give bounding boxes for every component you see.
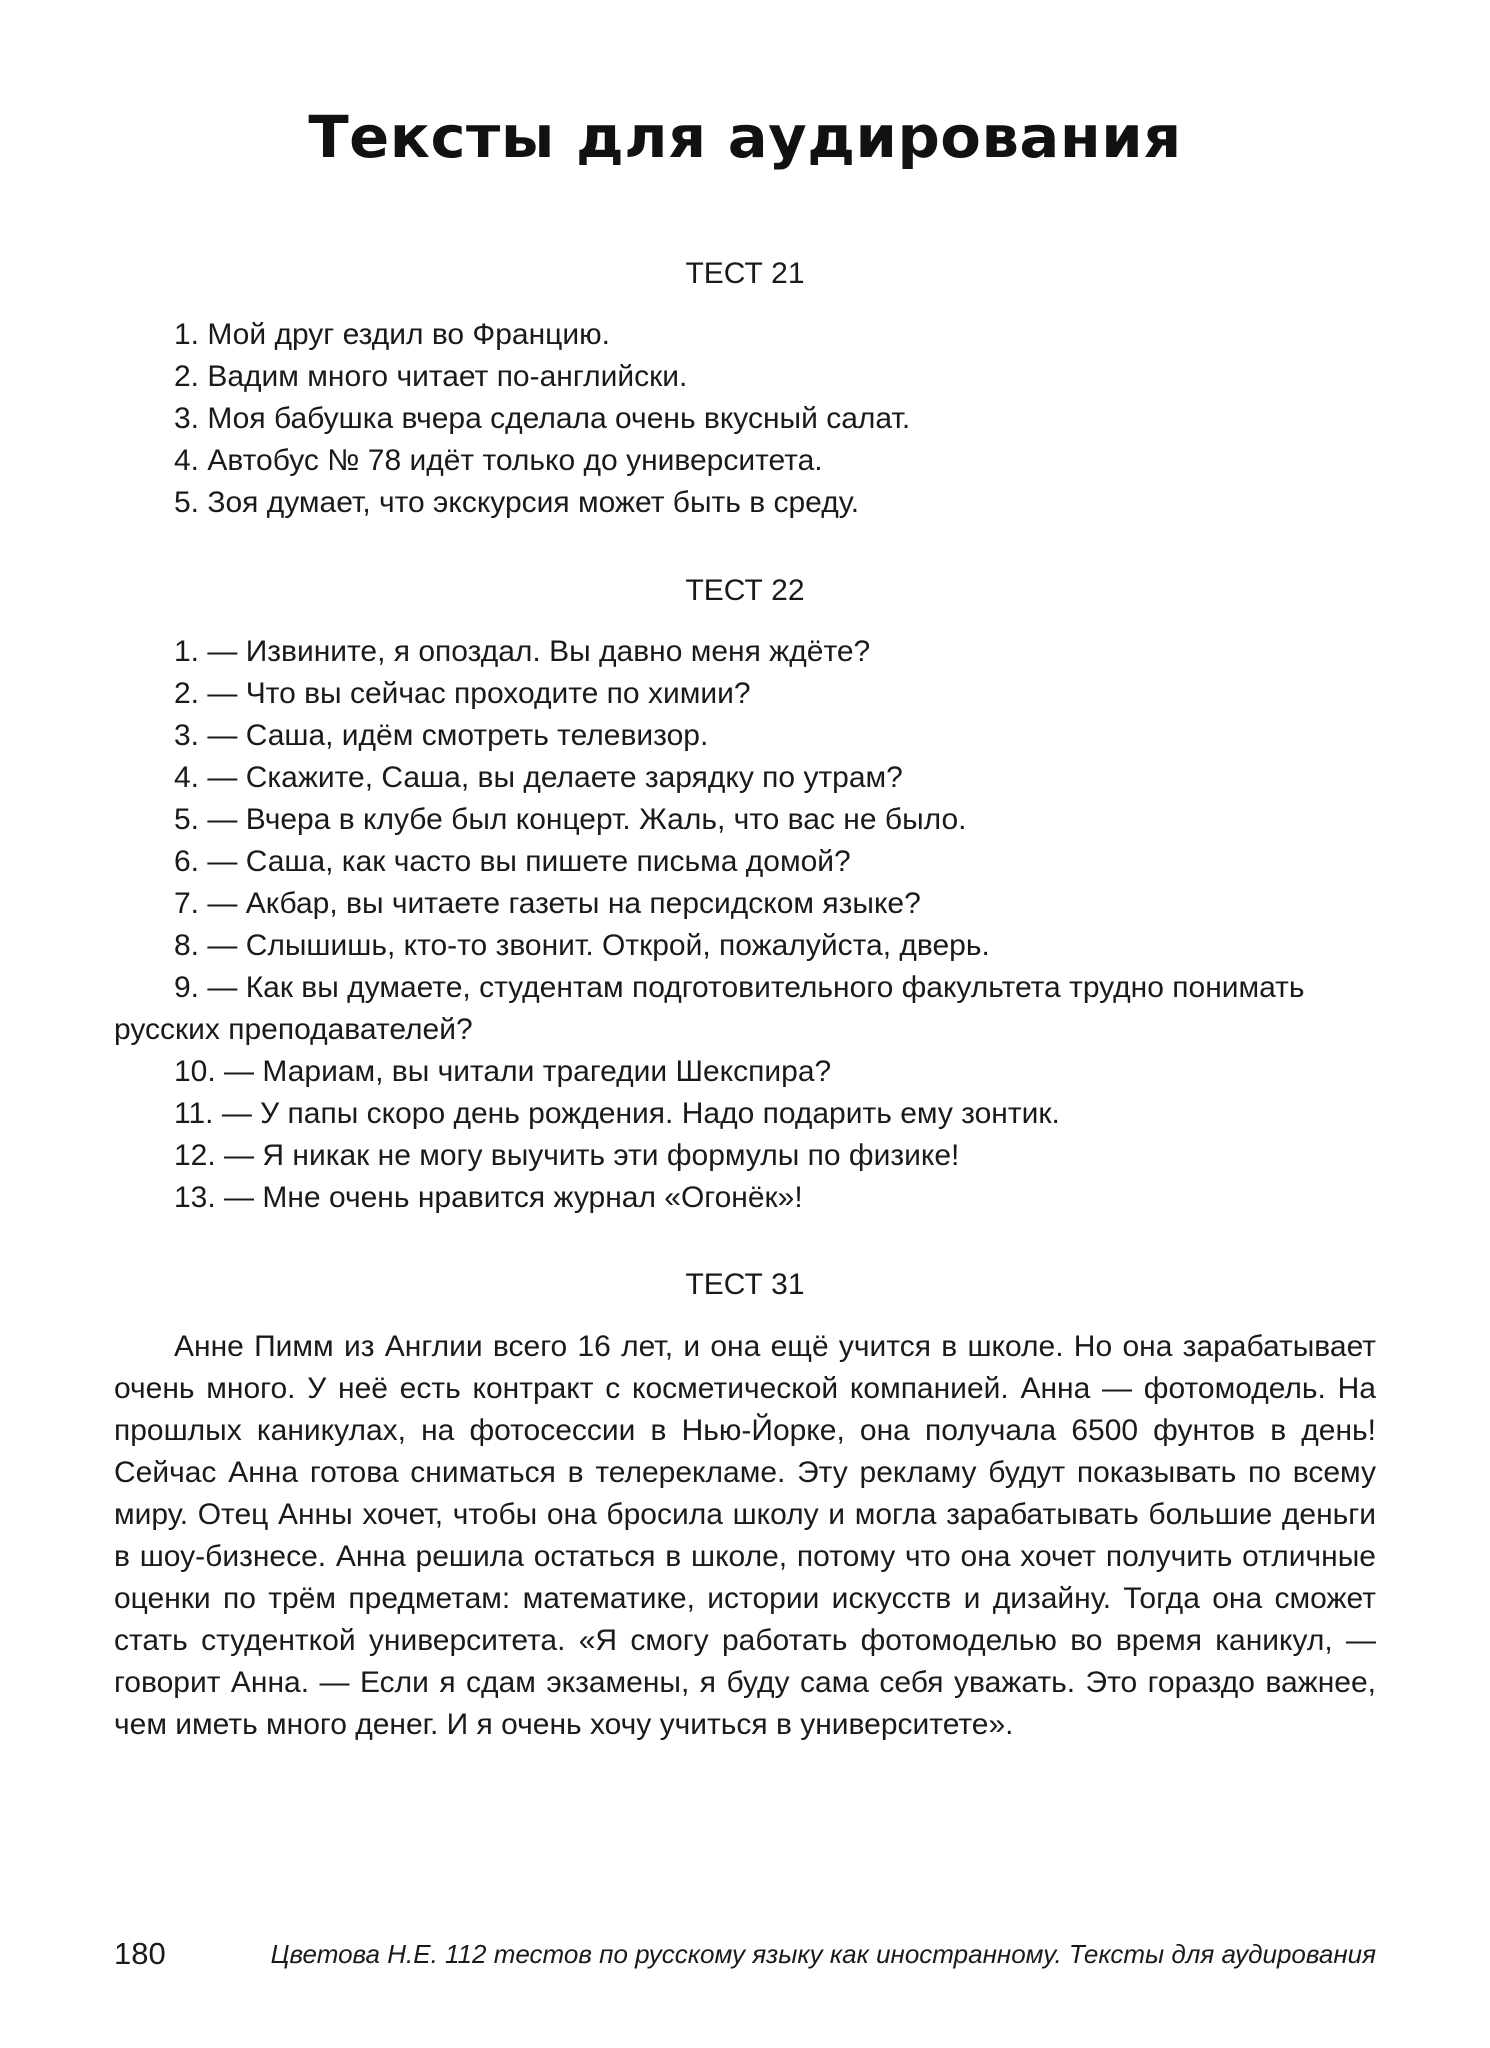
list-item: 12. — Я никак не могу выучить эти формулы по физике!: [174, 1139, 960, 1172]
test-21-list: [114, 314, 1376, 524]
list-item: 5. Зоя думает, что экскурсия может быть в среду.: [174, 486, 860, 519]
list-item: 3. — Саша, идём смотреть телевизор.: [174, 719, 709, 752]
list-item: 8. — Слышишь, кто-то звонит. Открой, пожалуйста, дверь.: [174, 929, 990, 962]
test-31-paragraph: Анне Пимм из Англии всего 16 лет, и она ещё учится в школе. Но она зарабатывает очень много. У неё есть контракт с косметической компанией. Анна — фотомодель. На прошлых каникулах, на фотосессии в Нью-Йорке, она получала 6500 фунтов в день! Сейчас Анна готова сниматься в телерекламе. Эту рекламу будут показывать по всему миру. Отец Анны хочет, чтобы она бросила школу и могла зарабатывать большие деньги в шоу-бизнесе. Анна решила остаться в школе, потому что она хочет получить отличные оценки по трём предметам: математике, истории искусств и дизайну. Тогда она сможет стать студенткой университета. «Я смогу работать фотомоделью во время каникул, — говорит Анна. — Если я сдам экзамены, я буду сама себя уважать. Это гораздо важнее, чем иметь много денег. И я очень хочу учиться в университете».: [114, 1330, 1376, 1741]
list-item: 6. — Саша, как часто вы пишете письма домой?: [174, 845, 851, 878]
list-item: 11. — У папы скоро день рождения. Надо подарить ему зонтик.: [174, 1097, 1060, 1130]
list-item: 2. — Что вы сейчас проходите по химии?: [174, 677, 751, 710]
list-item: 13. — Мне очень нравится журнал «Огонёк»!: [174, 1181, 803, 1214]
test-22-list: [114, 631, 1376, 1219]
list-item: 9. — Как вы думаете, студентам подготовительного факультета трудно понимать русских преподавателей?: [114, 971, 1305, 1046]
list-item: 7. — Акбар, вы читаете газеты на персидском языке?: [174, 887, 921, 920]
list-item: 1. Мой друг ездил во Францию.: [174, 318, 610, 351]
list-item: 4. — Скажите, Саша, вы делаете зарядку по утрам?: [174, 761, 903, 794]
section-heading-test-22: ТЕСТ 22: [685, 574, 805, 607]
list-item: 4. Автобус № 78 идёт только до университета.: [174, 444, 823, 477]
list-item: 2. Вадим много читает по-английски.: [174, 360, 688, 393]
list-item: 3. Моя бабушка вчера сделала очень вкусный салат.: [174, 402, 911, 435]
section-heading-test-31: ТЕСТ 31: [685, 1268, 805, 1301]
section-heading-test-21: ТЕСТ 21: [685, 257, 805, 290]
page-number: 180: [114, 1936, 166, 1971]
list-item: 5. — Вчера в клубе был концерт. Жаль, что вас не было.: [174, 803, 967, 836]
list-item: 10. — Мариам, вы читали трагедии Шекспира?: [174, 1055, 832, 1088]
list-item: 1. — Извините, я опоздал. Вы давно меня ждёте?: [174, 635, 871, 668]
footer-source: Цветова Н.Е. 112 тестов по русскому языку как иностранному. Тексты для аудирования: [270, 1939, 1376, 1969]
page-title: Тексты для аудирования: [308, 103, 1182, 171]
